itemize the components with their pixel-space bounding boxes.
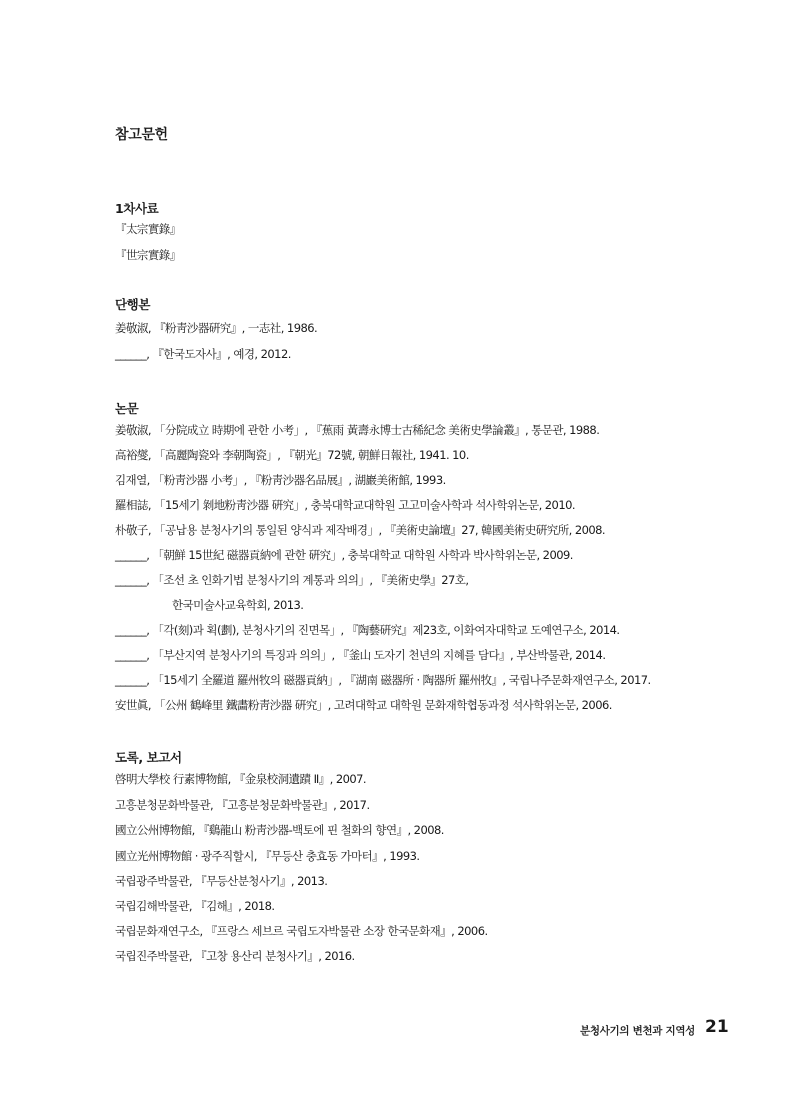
reference-item: 啓明大學校 行素博物館, 『金泉校洞遺蹟 Ⅱ』, 2007. [115, 772, 367, 786]
section-heading-primary-sources: 1차사료 [115, 201, 159, 216]
reference-item: ______, 「각(刻)과 획(劃), 분청사기의 진면목」, 『陶藝硏究』제23호, 이화여자대학교 도예연구소, 2014. [115, 623, 620, 637]
reference-item: 安世眞, 「公州 鶴峰里 鐵畵粉靑沙器 硏究」, 고려대학교 대학원 문화재학협동과정 석사학위논문, 2006. [115, 698, 612, 712]
reference-item: ______, 『한국도자사』, 예경, 2012. [115, 347, 291, 361]
reference-item: 高裕燮, 「高麗陶瓷와 李朝陶瓷」, 『朝光』72號, 朝鮮日報社, 1941. 10. [115, 448, 469, 462]
running-title: 분청사기의 변천과 지역성 [580, 1025, 695, 1037]
reference-item: 국립진주박물관, 『고창 용산리 분청사기』, 2016. [115, 949, 355, 963]
section-heading-books: 단행본 [115, 297, 151, 312]
page-title: 참고문헌 [115, 127, 168, 143]
reference-item: ______, 「부산지역 분청사기의 특징과 의의」, 『釜山 도자기 천년의 지혜를 담다』, 부산박물관, 2014. [115, 648, 606, 662]
reference-item: 國立光州博物館 · 광주직할시, 『무등산 충효동 가마터』, 1993. [115, 849, 420, 863]
reference-item: 朴敬子, 「공납용 분청사기의 통일된 양식과 제작배경」, 『美術史論壇』27, 韓國美術史硏究所, 2008. [115, 523, 606, 537]
reference-item: 姜敬淑, 『粉靑沙器硏究』, 一志社, 1986. [115, 321, 318, 335]
reference-item: 『世宗實錄』 [115, 248, 181, 262]
reference-item: 고흥분청문화박물관, 『고흥분청문화박물관』, 2017. [115, 798, 370, 812]
reference-item: 김재열, 「粉靑沙器 小考」, 『粉靑沙器名品展』, 湖巖美術館, 1993. [115, 473, 446, 487]
reference-item: 국립문화재연구소, 『프랑스 세브르 국립도자박물관 소장 한국문화재』, 2006. [115, 924, 488, 938]
reference-item: 국립김해박물관, 『김해』, 2018. [115, 899, 275, 913]
reference-item: 羅相誌, 「15세기 剝地粉靑沙器 硏究」, 충북대학교대학원 고고미술사학과 석사학위논문, 2010. [115, 498, 575, 512]
reference-item: 姜敬淑, 「分院成立 時期에 관한 小考」, 『蕉雨 黃壽永博士古稀紀念 美術史學論叢』, 통문관, 1988. [115, 423, 600, 437]
reference-item: 국립광주박물관, 『무등산분청사기』, 2013. [115, 874, 328, 888]
page-number: 21 [705, 1017, 729, 1037]
reference-item-continuation: 한국미술사교육학회, 2013. [172, 598, 304, 612]
reference-item: 『太宗實錄』 [115, 222, 181, 236]
section-heading-catalogs-reports: 도록, 보고서 [115, 750, 182, 765]
reference-item: 國立公州博物館, 『鷄龍山 粉靑沙器-백토에 핀 철화의 향연』, 2008. [115, 823, 444, 837]
reference-item: ______, 「15세기 全羅道 羅州牧의 磁器貢納」, 『湖南 磁器所 · 陶器所 羅州牧』, 국립나주문화재연구소, 2017. [115, 673, 651, 687]
reference-item: ______, 「朝鮮 15世紀 磁器貢納에 관한 硏究」, 충북대학교 대학원 사학과 박사학위논문, 2009. [115, 548, 573, 562]
section-heading-papers: 논문 [115, 401, 139, 416]
reference-item: ______, 「조선 초 인화기법 분청사기의 계통과 의의」, 『美術史學』27호, [115, 573, 469, 587]
